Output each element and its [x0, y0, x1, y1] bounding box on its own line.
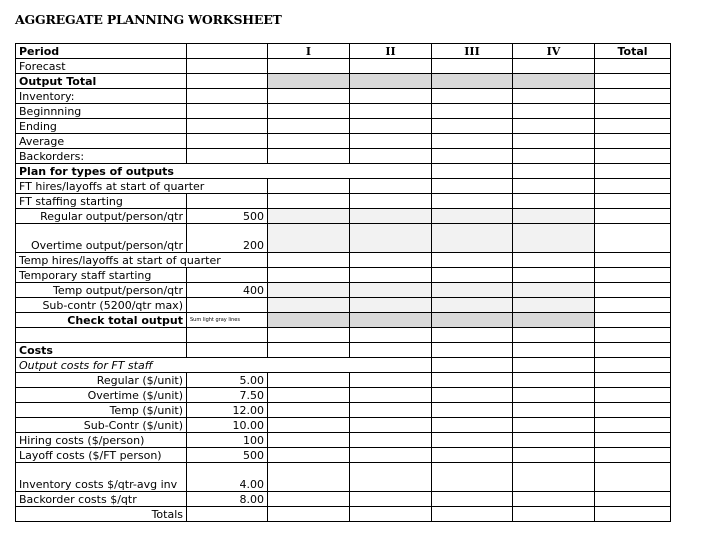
- parameter-cell[interactable]: [187, 268, 268, 283]
- header-total: Total: [595, 44, 671, 59]
- quarter-cell[interactable]: [350, 313, 432, 328]
- table-row: [16, 358, 671, 373]
- quarter-cell[interactable]: [268, 507, 350, 522]
- quarter-cell[interactable]: [432, 388, 513, 403]
- quarter-cell[interactable]: [432, 253, 513, 268]
- quarter-cell[interactable]: [268, 179, 350, 194]
- table-row: [16, 313, 671, 328]
- quarter-cell[interactable]: [350, 119, 432, 134]
- total-cell[interactable]: [595, 224, 671, 253]
- header-quarter-2: II: [350, 44, 432, 59]
- parameter-cell[interactable]: [187, 194, 268, 209]
- row-label: [16, 328, 187, 343]
- quarter-cell[interactable]: [350, 298, 432, 313]
- quarter-cell[interactable]: [513, 313, 595, 328]
- row-label: Check total output: [16, 313, 187, 328]
- total-cell[interactable]: [595, 283, 671, 298]
- parameter-cell[interactable]: 100: [187, 433, 268, 448]
- quarter-cell[interactable]: [350, 373, 432, 388]
- row-label: Backorders:: [16, 149, 187, 164]
- quarter-cell[interactable]: [432, 74, 513, 89]
- quarter-cell[interactable]: [432, 492, 513, 507]
- row-label: FT hires/layoffs at start of quarter: [16, 179, 268, 194]
- row-label: Layoff costs ($/FT person): [16, 448, 187, 463]
- total-cell[interactable]: [595, 104, 671, 119]
- quarter-cell[interactable]: [513, 492, 595, 507]
- row-label: Plan for types of outputs: [16, 164, 432, 179]
- quarter-cell[interactable]: [432, 418, 513, 433]
- quarter-cell[interactable]: [432, 59, 513, 74]
- row-label: Overtime ($/unit): [16, 388, 187, 403]
- total-cell[interactable]: [595, 328, 671, 343]
- table-row: [16, 209, 671, 224]
- quarter-cell[interactable]: [350, 104, 432, 119]
- header-quarter-1: I: [268, 44, 350, 59]
- total-cell[interactable]: [595, 403, 671, 418]
- row-label: Regular ($/unit): [16, 373, 187, 388]
- table-row: [16, 134, 671, 149]
- quarter-cell[interactable]: [350, 433, 432, 448]
- table-row: [16, 179, 671, 194]
- quarter-cell[interactable]: [268, 268, 350, 283]
- quarter-cell[interactable]: [513, 343, 595, 358]
- table-row: [16, 388, 671, 403]
- row-label: Temp ($/unit): [16, 403, 187, 418]
- quarter-cell[interactable]: [513, 149, 595, 164]
- parameter-cell[interactable]: [187, 59, 268, 74]
- table-row: [16, 492, 671, 507]
- table-row: [16, 89, 671, 104]
- quarter-cell[interactable]: [513, 328, 595, 343]
- quarter-cell[interactable]: [268, 463, 350, 492]
- quarter-cell[interactable]: [350, 403, 432, 418]
- quarter-cell[interactable]: [350, 253, 432, 268]
- table-row: [16, 119, 671, 134]
- quarter-cell[interactable]: [268, 298, 350, 313]
- quarter-cell[interactable]: [268, 59, 350, 74]
- quarter-cell[interactable]: [513, 448, 595, 463]
- row-label: Overtime output/person/qtr: [16, 224, 187, 253]
- quarter-cell[interactable]: [513, 388, 595, 403]
- parameter-cell[interactable]: 10.00: [187, 418, 268, 433]
- quarter-cell[interactable]: [268, 194, 350, 209]
- table-row: [16, 283, 671, 298]
- total-cell[interactable]: [595, 194, 671, 209]
- parameter-cell[interactable]: 500: [187, 209, 268, 224]
- quarter-cell[interactable]: [513, 298, 595, 313]
- quarter-cell[interactable]: [513, 104, 595, 119]
- total-cell[interactable]: [595, 119, 671, 134]
- quarter-cell[interactable]: [350, 283, 432, 298]
- quarter-cell[interactable]: [268, 313, 350, 328]
- row-label: Beginnning: [16, 104, 187, 119]
- quarter-cell[interactable]: [513, 373, 595, 388]
- quarter-cell[interactable]: [432, 134, 513, 149]
- quarter-cell[interactable]: [513, 433, 595, 448]
- row-label: Temp hires/layoffs at start of quarter: [16, 253, 268, 268]
- quarter-cell[interactable]: [268, 224, 350, 253]
- row-label: Totals: [16, 507, 187, 522]
- quarter-cell[interactable]: [432, 463, 513, 492]
- quarter-cell[interactable]: [350, 179, 432, 194]
- total-cell[interactable]: [595, 373, 671, 388]
- quarter-cell[interactable]: [268, 328, 350, 343]
- total-cell[interactable]: [595, 164, 671, 179]
- table-row: [16, 104, 671, 119]
- quarter-cell[interactable]: [432, 328, 513, 343]
- quarter-cell[interactable]: [513, 507, 595, 522]
- total-cell[interactable]: [595, 59, 671, 74]
- header-value: [187, 44, 268, 59]
- quarter-cell[interactable]: [432, 298, 513, 313]
- quarter-cell[interactable]: [432, 119, 513, 134]
- quarter-cell[interactable]: [350, 209, 432, 224]
- parameter-cell[interactable]: [187, 507, 268, 522]
- parameter-cell[interactable]: 8.00: [187, 492, 268, 507]
- total-cell[interactable]: [595, 463, 671, 492]
- quarter-cell[interactable]: [268, 433, 350, 448]
- table-row: [16, 268, 671, 283]
- header-period: Period: [16, 44, 187, 59]
- quarter-cell[interactable]: [432, 343, 513, 358]
- table-row: [16, 164, 671, 179]
- quarter-cell[interactable]: [350, 89, 432, 104]
- row-label: Regular output/person/qtr: [16, 209, 187, 224]
- total-cell[interactable]: [595, 89, 671, 104]
- table-row: [16, 328, 671, 343]
- total-cell[interactable]: [595, 433, 671, 448]
- quarter-cell[interactable]: [513, 119, 595, 134]
- table-row: [16, 403, 671, 418]
- quarter-cell[interactable]: [513, 89, 595, 104]
- quarter-cell[interactable]: [432, 89, 513, 104]
- table-row: [16, 253, 671, 268]
- quarter-cell[interactable]: [350, 194, 432, 209]
- quarter-cell[interactable]: [268, 119, 350, 134]
- table-row: [16, 343, 671, 358]
- total-cell[interactable]: [595, 313, 671, 328]
- quarter-cell[interactable]: [513, 209, 595, 224]
- table-row: [16, 194, 671, 209]
- quarter-cell[interactable]: [432, 373, 513, 388]
- row-label: Sub-Contr ($/unit): [16, 418, 187, 433]
- quarter-cell[interactable]: [432, 164, 513, 179]
- quarter-cell[interactable]: [432, 194, 513, 209]
- parameter-cell[interactable]: 12.00: [187, 403, 268, 418]
- quarter-cell[interactable]: [268, 283, 350, 298]
- quarter-cell[interactable]: [513, 268, 595, 283]
- quarter-cell[interactable]: [350, 388, 432, 403]
- quarter-cell[interactable]: [268, 74, 350, 89]
- total-cell[interactable]: [595, 253, 671, 268]
- table-row: [16, 224, 671, 253]
- parameter-cell[interactable]: Sum light gray lines: [187, 313, 268, 328]
- parameter-cell[interactable]: [187, 328, 268, 343]
- row-label: Output Total: [16, 74, 187, 89]
- parameter-cell[interactable]: [187, 104, 268, 119]
- quarter-cell[interactable]: [350, 224, 432, 253]
- total-cell[interactable]: [595, 388, 671, 403]
- quarter-cell[interactable]: [513, 164, 595, 179]
- quarter-cell[interactable]: [350, 59, 432, 74]
- total-cell[interactable]: [595, 298, 671, 313]
- total-cell[interactable]: [595, 343, 671, 358]
- row-label: Sub-contr (5200/qtr max): [16, 298, 187, 313]
- quarter-cell[interactable]: [268, 492, 350, 507]
- header-quarter-3: III: [432, 44, 513, 59]
- quarter-cell[interactable]: [268, 104, 350, 119]
- quarter-cell[interactable]: [432, 448, 513, 463]
- quarter-cell[interactable]: [350, 268, 432, 283]
- quarter-cell[interactable]: [268, 149, 350, 164]
- quarter-cell[interactable]: [432, 179, 513, 194]
- parameter-cell[interactable]: [187, 298, 268, 313]
- table-row: [16, 463, 671, 492]
- table-row: [16, 507, 671, 522]
- quarter-cell[interactable]: [350, 448, 432, 463]
- parameter-cell[interactable]: [187, 89, 268, 104]
- quarter-cell[interactable]: [432, 507, 513, 522]
- quarter-cell[interactable]: [350, 418, 432, 433]
- row-label: Costs: [16, 343, 187, 358]
- parameter-cell[interactable]: [187, 149, 268, 164]
- total-cell[interactable]: [595, 149, 671, 164]
- quarter-cell[interactable]: [268, 388, 350, 403]
- parameter-cell[interactable]: 4.00: [187, 463, 268, 492]
- quarter-cell[interactable]: [432, 104, 513, 119]
- total-cell[interactable]: [595, 74, 671, 89]
- quarter-cell[interactable]: [513, 358, 595, 373]
- quarter-cell[interactable]: [268, 418, 350, 433]
- row-label: Ending: [16, 119, 187, 134]
- quarter-cell[interactable]: [432, 209, 513, 224]
- quarter-cell[interactable]: [513, 224, 595, 253]
- table-row: [16, 59, 671, 74]
- total-cell[interactable]: [595, 507, 671, 522]
- parameter-cell[interactable]: [187, 119, 268, 134]
- quarter-cell[interactable]: [350, 343, 432, 358]
- row-label: FT staffing starting: [16, 194, 187, 209]
- parameter-cell[interactable]: [187, 134, 268, 149]
- quarter-cell[interactable]: [432, 224, 513, 253]
- quarter-cell[interactable]: [268, 209, 350, 224]
- quarter-cell[interactable]: [350, 74, 432, 89]
- quarter-cell[interactable]: [268, 134, 350, 149]
- parameter-cell[interactable]: [187, 74, 268, 89]
- total-cell[interactable]: [595, 179, 671, 194]
- table-row: [16, 373, 671, 388]
- quarter-cell[interactable]: [513, 253, 595, 268]
- total-cell[interactable]: [595, 268, 671, 283]
- quarter-cell[interactable]: [513, 418, 595, 433]
- parameter-cell[interactable]: 400: [187, 283, 268, 298]
- quarter-cell[interactable]: [432, 313, 513, 328]
- quarter-cell[interactable]: [432, 268, 513, 283]
- quarter-cell[interactable]: [268, 448, 350, 463]
- table-row: [16, 298, 671, 313]
- quarter-cell[interactable]: [432, 283, 513, 298]
- row-label: Output costs for FT staff: [16, 358, 432, 373]
- row-label: Forecast: [16, 59, 187, 74]
- aggregate-planning-table: [15, 43, 671, 522]
- total-cell[interactable]: [595, 134, 671, 149]
- worksheet-title: AGGREGATE PLANNING WORKSHEET: [15, 12, 282, 27]
- quarter-cell[interactable]: [350, 507, 432, 522]
- parameter-cell[interactable]: 200: [187, 224, 268, 253]
- total-cell[interactable]: [595, 358, 671, 373]
- row-label: Average: [16, 134, 187, 149]
- row-label: Temporary staff starting: [16, 268, 187, 283]
- total-cell[interactable]: [595, 418, 671, 433]
- row-label: Inventory costs $/qtr-avg inv: [16, 463, 187, 492]
- quarter-cell[interactable]: [350, 134, 432, 149]
- quarter-cell[interactable]: [350, 463, 432, 492]
- row-label: Hiring costs ($/person): [16, 433, 187, 448]
- quarter-cell[interactable]: [432, 149, 513, 164]
- row-label: Inventory:: [16, 89, 187, 104]
- quarter-cell[interactable]: [513, 194, 595, 209]
- table-row: [16, 433, 671, 448]
- quarter-cell[interactable]: [350, 149, 432, 164]
- table-row: [16, 418, 671, 433]
- quarter-cell[interactable]: [268, 253, 350, 268]
- quarter-cell[interactable]: [432, 358, 513, 373]
- row-label: Backorder costs $/qtr: [16, 492, 187, 507]
- quarter-cell[interactable]: [513, 463, 595, 492]
- quarter-cell[interactable]: [268, 89, 350, 104]
- total-cell[interactable]: [595, 492, 671, 507]
- quarter-cell[interactable]: [268, 403, 350, 418]
- quarter-cell[interactable]: [513, 403, 595, 418]
- quarter-cell[interactable]: [432, 433, 513, 448]
- header-row: [16, 44, 671, 59]
- header-quarter-4: IV: [513, 44, 595, 59]
- table-row: [16, 74, 671, 89]
- quarter-cell[interactable]: [513, 59, 595, 74]
- quarter-cell[interactable]: [350, 328, 432, 343]
- quarter-cell[interactable]: [268, 343, 350, 358]
- quarter-cell[interactable]: [513, 74, 595, 89]
- quarter-cell[interactable]: [513, 179, 595, 194]
- table-row: [16, 448, 671, 463]
- quarter-cell[interactable]: [513, 134, 595, 149]
- total-cell[interactable]: [595, 448, 671, 463]
- table-row: [16, 149, 671, 164]
- total-cell[interactable]: [595, 209, 671, 224]
- parameter-cell[interactable]: 500: [187, 448, 268, 463]
- quarter-cell[interactable]: [350, 492, 432, 507]
- parameter-cell[interactable]: 7.50: [187, 388, 268, 403]
- quarter-cell[interactable]: [432, 403, 513, 418]
- parameter-cell[interactable]: [187, 343, 268, 358]
- quarter-cell[interactable]: [513, 283, 595, 298]
- row-label: Temp output/person/qtr: [16, 283, 187, 298]
- quarter-cell[interactable]: [268, 373, 350, 388]
- parameter-cell[interactable]: 5.00: [187, 373, 268, 388]
